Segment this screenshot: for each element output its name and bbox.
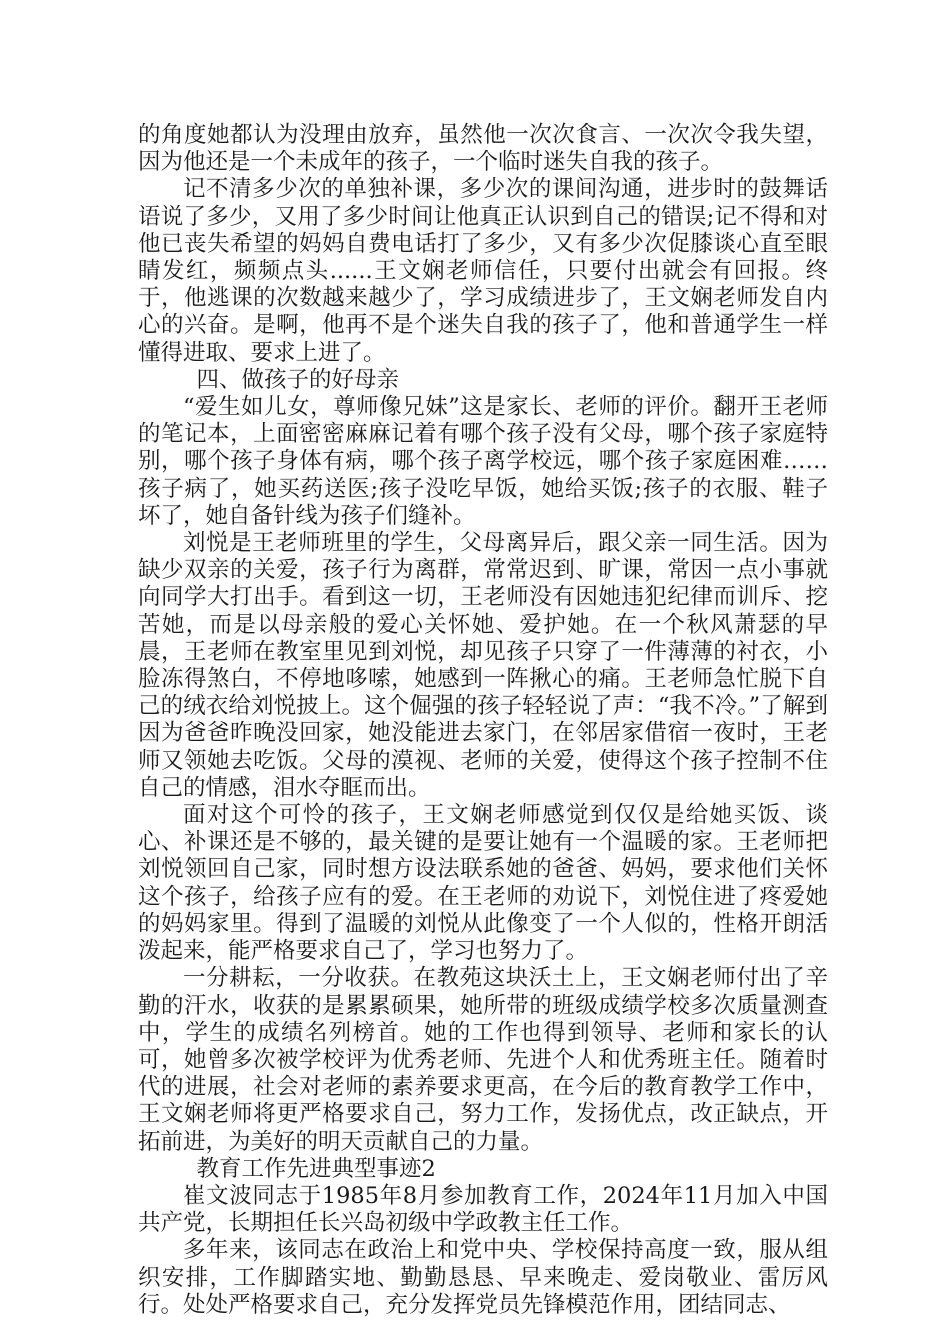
paragraph: 崔文波同志于1985年8月参加教育工作，2024年11月加入中国共产党，长期担任长兴岛初级中学政教主任工作。 — [138, 1182, 828, 1237]
article-title: 教育工作先进典型事迹2 — [196, 1155, 436, 1182]
paragraph: 的角度她都认为没理由放弃，虽然他一次次食言、一次次令我失望，因为他还是一个未成年的孩子，一个临时迷失自我的孩子。 — [138, 122, 828, 176]
paragraph: 面对这个可怜的孩子，王文娴老师感觉到仅仅是给她买饭、谈心、补课还是不够的，最关键的是要让她有一个温暖的家。王老师把刘悦领回自己家，同时想方设法联系她的爸爸、妈妈，要求他们关怀这个孩子，给孩子应有的爱。在王老师的劝说下，刘悦住进了疼爱她的妈妈家里。得到了温暖的刘悦从此像变了一个人似的，性格开朗活泼起来，能严格要求自己了，学习也努力了。 — [138, 802, 828, 965]
paragraph: 多年来，该同志在政治上和党中央、学校保持高度一致，服从组织安排，工作脚踏实地、勤勤恳恳、早来晚走、爱岗敬业、雷厉风行。处处严格要求自己，充分发挥党员先锋模范作用，团结同志、 — [138, 1237, 828, 1318]
paragraph: 一分耕耘，一分收获。在教苑这块沃土上，王文娴老师付出了辛勤的汗水，收获的是累累硕果，她所带的班级成绩学校多次质量测查中，学生的成绩名列榜首。她的工作也得到领导、老师和家长的认可，她曾多次被学校评为优秀老师、先进个人和优秀班主任。随着时代的进展，社会对老师的素养要求更高，在今后的教育教学工作中，王文娴老师将更严格要求自己，努力工作，发扬优点，改正缺点，开拓前进，为美好的明天贡献自己的力量。 — [138, 965, 828, 1155]
paragraph: 刘悦是王老师班里的学生，父母离异后，跟父亲一同生活。因为缺少双亲的关爱，孩子行为离群，常常迟到、旷课，常因一点小事就向同学大打出手。看到这一切，王老师没有因她违犯纪律而训斥、挖苦她，而是以母亲般的爱心关怀她、爱护她。在一个秋风萧瑟的早晨，王老师在教室里见到刘悦，却见孩子只穿了一件薄薄的衬衣，小脸冻得煞白，不停地哆嗦，她感到一阵揪心的痛。王老师急忙脱下自己的绒衣给刘悦披上。这个倔强的孩子轻轻说了声：“我不冷。”了解到因为爸爸昨晚没回家，她没能进去家门，在邻居家借宿一夜时，王老师又领她去吃饭。父母的漠视、老师的关爱，使得这个孩子控制不住自己的情感，泪水夺眶而出。 — [138, 530, 828, 801]
paragraph: “爱生如儿女，尊师像兄妹”这是家长、老师的评价。翻开王老师的笔记本，上面密密麻麻记着有哪个孩子没有父母，哪个孩子家庭特别，哪个孩子身体有病，哪个孩子离学校远，哪个孩子家庭困难……孩子病了，她买药送医;孩子没吃早饭，她给买饭;孩子的衣服、鞋子坏了，她自备针线为孩子们缝补。 — [138, 394, 828, 529]
document-page — [138, 122, 828, 1319]
section-heading: 四、做孩子的好母亲 — [196, 366, 400, 393]
paragraph: 记不清多少次的单独补课，多少次的课间沟通，进步时的鼓舞话语说了多少，又用了多少时间让他真正认识到自己的错误;记不得和对他已丧失希望的妈妈自费电话打了多少，又有多少次促膝谈心直至眼睛发红，频频点头......王文娴老师信任，只要付出就会有回报。终于，他逃课的次数越来越少了，学习成绩进步了，王文娴老师发自内心的兴奋。是啊，他再不是个迷失自我的孩子了，他和普通学生一样懂得进取、要求上进了。 — [138, 176, 828, 366]
